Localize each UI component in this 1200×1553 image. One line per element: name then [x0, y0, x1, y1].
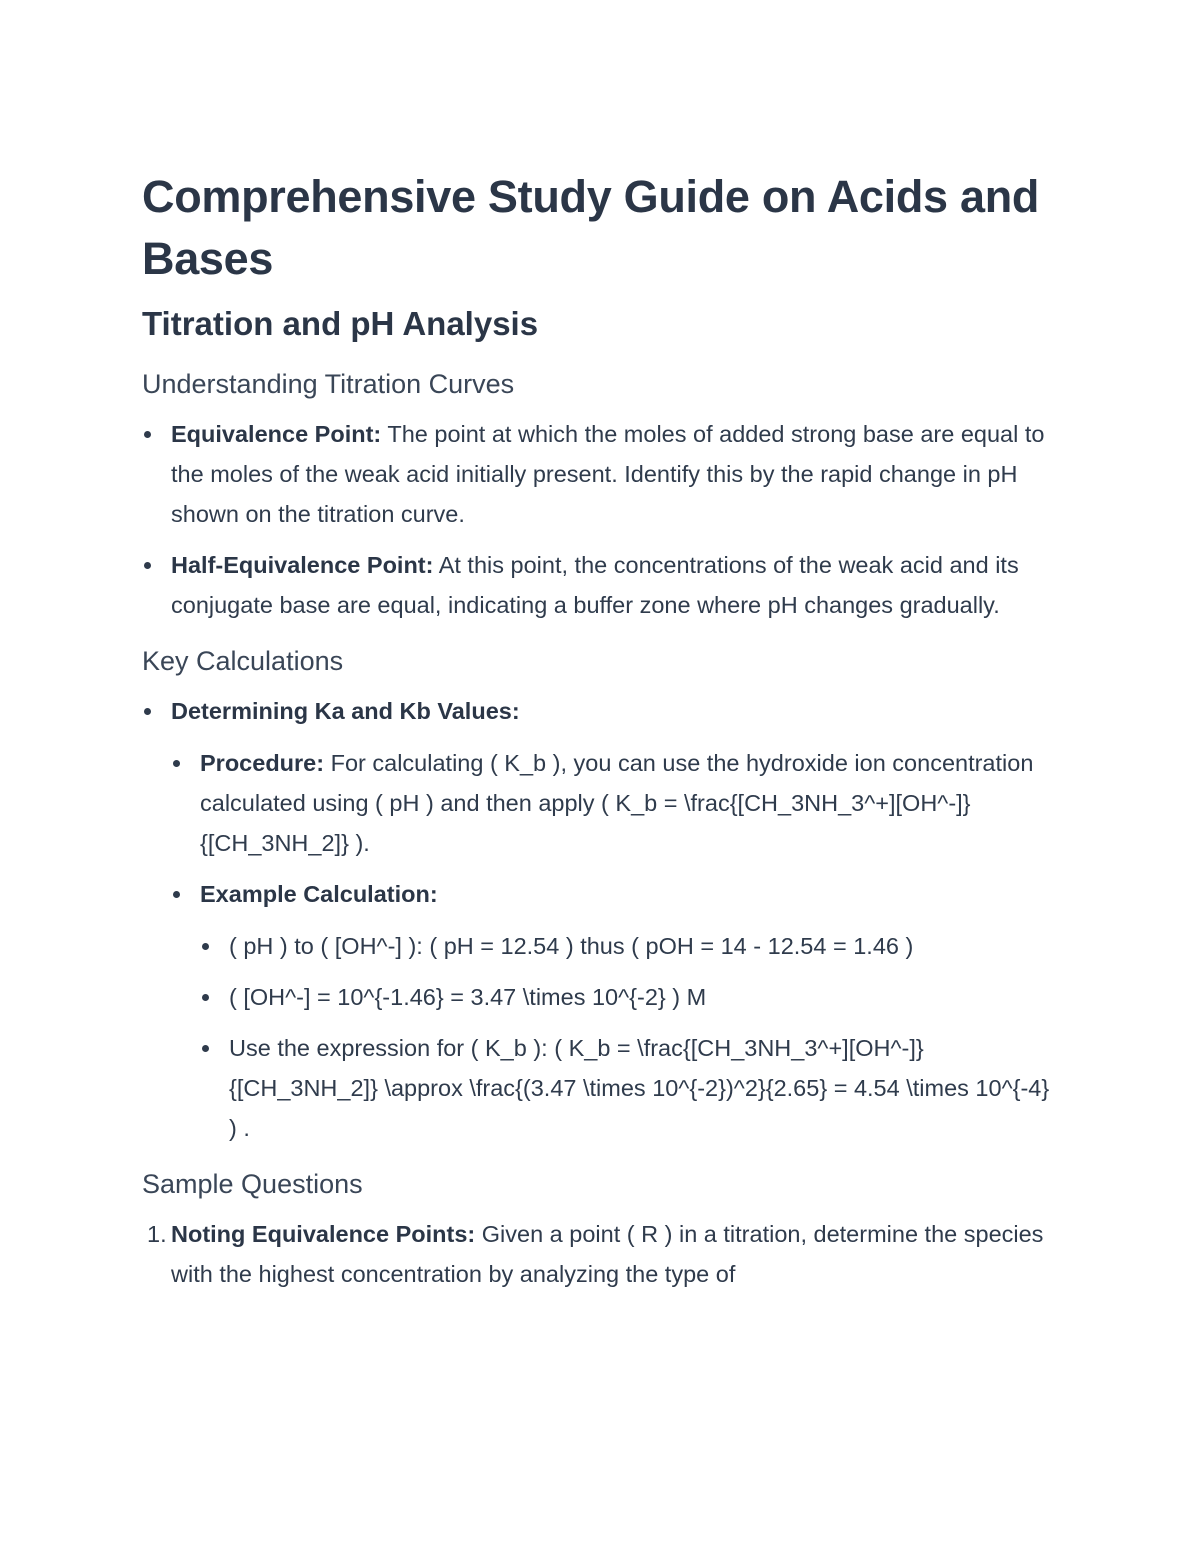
list-item: ( pH ) to ( [OH^-] ): ( pH = 12.54 ) thus ( pOH = 14 - 12.54 = 1.46 ) — [200, 926, 1062, 966]
questions-list — [142, 1214, 1062, 1294]
calculations-list — [142, 691, 1062, 1148]
term-label: Determining Ka and Kb Values: — [171, 698, 520, 724]
term-label: Equivalence Point: — [171, 421, 382, 447]
subsection-heading-calculations: Key Calculations — [142, 646, 344, 676]
definition-text: At this point, the concentrations of the weak acid and its conjugate base are equal, indicating a buffer zone where pH changes gradually. — [171, 552, 1019, 618]
section-heading: Titration and pH Analysis — [142, 305, 539, 342]
definition-text: Given a point ( R ) in a titration, determine the species with the highest concentration by analyzing the type of — [171, 1221, 1044, 1287]
list-item: Use the expression for ( K_b ): ( K_b = \frac{[CH_3NH_3^+][OH^-]}{[CH_3NH_2]} \approx \frac{(3.47 \times 10^{-2})^2}{2.65} = 4.54 \times 10^{-4} ) . — [200, 1028, 1062, 1148]
term-label: Half-Equivalence Point: — [171, 552, 434, 578]
list-item — [171, 743, 1062, 863]
definition-text: The point at which the moles of added strong base are equal to the moles of the weak acid initially present. Identify this by the rapid change in pH shown on the titration curve. — [171, 421, 1045, 527]
example-steps-list — [200, 926, 1062, 1148]
term-label: Example Calculation: — [200, 881, 438, 907]
curves-list — [142, 414, 1062, 625]
list-number: 1. — [147, 1221, 167, 1247]
subsection-heading-curves: Understanding Titration Curves — [142, 369, 515, 399]
list-item — [171, 874, 1062, 1148]
list-item — [142, 1214, 1062, 1294]
term-label: Noting Equivalence Points: — [171, 1221, 476, 1247]
calculations-sublist — [171, 743, 1062, 1148]
definition-text: For calculating ( K_b ), you can use the hydroxide ion concentration calculated using ( pH ) and then apply ( K_b = \frac{[CH_3NH_3^+][OH^-]}{[CH_3NH_2]} ). — [200, 750, 1034, 856]
document-page — [142, 166, 1062, 1312]
term-label: Procedure: — [200, 750, 325, 776]
list-item — [142, 414, 1062, 534]
list-item — [142, 545, 1062, 625]
list-item: ( [OH^-] = 10^{-1.46} = 3.47 \times 10^{-2} ) M — [200, 977, 1062, 1017]
list-item — [142, 691, 1062, 1148]
subsection-heading-questions: Sample Questions — [142, 1169, 363, 1199]
document-title: Comprehensive Study Guide on Acids and Bases — [142, 171, 1040, 284]
